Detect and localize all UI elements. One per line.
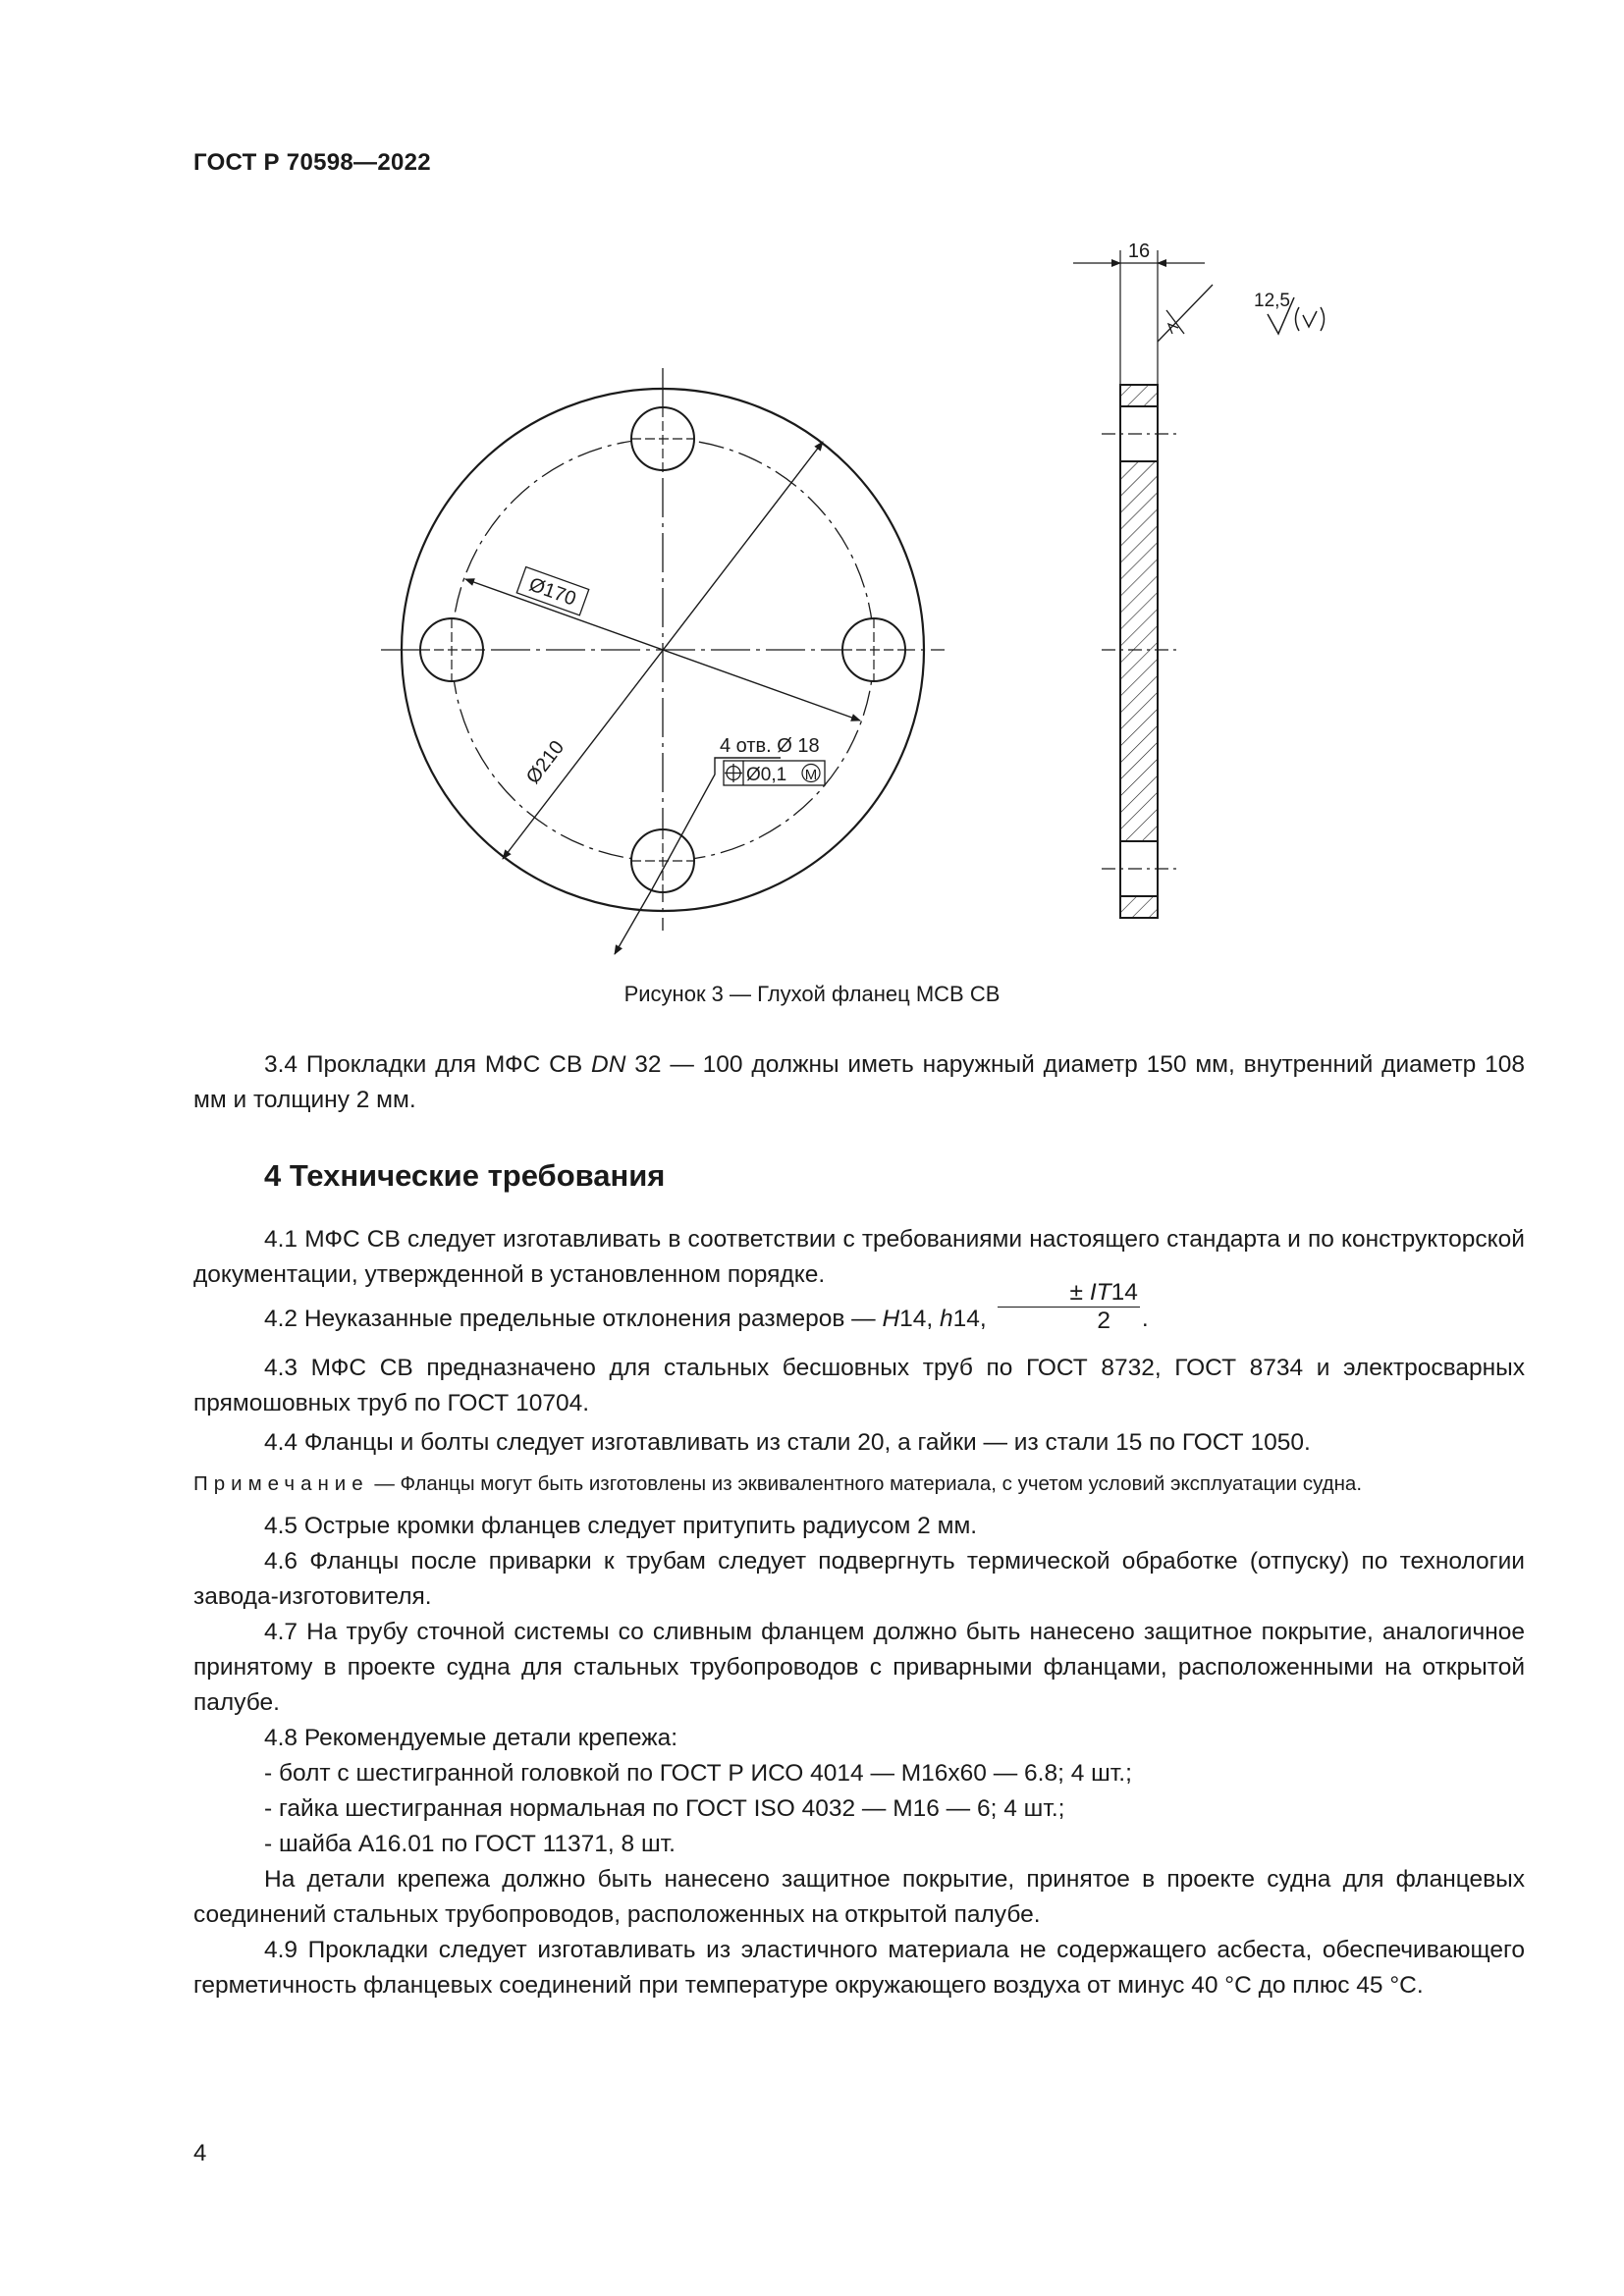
dim-thickness-label: 16 bbox=[1127, 240, 1151, 262]
tolerance-fraction bbox=[998, 1279, 1140, 1335]
flange-section-view bbox=[1073, 250, 1213, 918]
flange-front-view bbox=[381, 368, 945, 954]
tolerance-modifier: M bbox=[804, 767, 818, 783]
paragraph-4-8-coating: На детали крепежа должно быть нанесено защитное покрытие, принятое в проекте судна для фланцевых соединений стальных трубопроводов, расположенных на открытой палубе. bbox=[193, 1866, 1525, 1928]
frac-14: 14 bbox=[1110, 1279, 1138, 1306]
note-text: — Фланцы могут быть изготовлены из эквивалентного материала, с учетом условий эксплуатации судна. bbox=[368, 1472, 1363, 1495]
p4-2-text: 4.2 Неуказанные предельные отклонения размеров — bbox=[264, 1305, 883, 1332]
position-tolerance-frame bbox=[724, 761, 825, 785]
paragraph-4-8: 4.8 Рекомендуемые детали крепежа: bbox=[264, 1725, 678, 1751]
paragraph-4-2 bbox=[193, 1279, 1525, 1341]
flange-drawing bbox=[0, 0, 1624, 962]
paragraph-4-4: 4.4 Фланцы и болты следует изготавливать из стали 20, а гайки — из стали 15 по ГОСТ 1050. bbox=[264, 1429, 1311, 1456]
paragraph-4-3: 4.3 МФС СВ предназначено для стальных бесшовных труб по ГОСТ 8732, ГОСТ 8734 и электросварных прямошовных труб по ГОСТ 10704. bbox=[193, 1355, 1525, 1416]
paragraph-4-5: 4.5 Острые кромки фланцев следует притупить радиусом 2 мм. bbox=[264, 1513, 978, 1539]
dim-bolt-circle-label: Ø170 bbox=[525, 573, 579, 611]
p4-2-end: . bbox=[1141, 1305, 1149, 1332]
holes-callout: 4 отв. Ø 18 bbox=[720, 735, 820, 757]
list-item: - шайба A16.01 по ГОСТ 11371, 8 шт. bbox=[264, 1831, 676, 1857]
figure-caption: Рисунок 3 — Глухой фланец МСВ СВ bbox=[623, 982, 1001, 1006]
section-4-heading: 4 Технические требования bbox=[264, 1158, 666, 1193]
page-number: 4 bbox=[193, 2140, 207, 2166]
p3-4-dn: DN bbox=[591, 1051, 626, 1078]
paragraph-4-1: 4.1 МФС СВ следует изготавливать в соответствии с требованиями настоящего стандарта и по конструкторской документации, утвержденной в установленном порядке. bbox=[193, 1226, 1525, 1288]
p4-2-h: h bbox=[940, 1305, 953, 1332]
roughness-value: 12,5 bbox=[1254, 291, 1290, 311]
note-label: Примечание bbox=[193, 1472, 369, 1495]
note bbox=[193, 1468, 1525, 1499]
paragraph-4-9: 4.9 Прокладки следует изготавливать из эластичного материала не содержащего асбеста, обеспечивающего герметичность фланцевых соединений при температуре окружающего воздуха от минус 40 °С до плюс 45 °С. bbox=[193, 1937, 1525, 1999]
dim-outer-diameter-label: Ø210 bbox=[521, 736, 569, 788]
paragraph-3-4 bbox=[193, 1047, 1525, 1118]
p4-2-H-num: 14, bbox=[899, 1305, 941, 1332]
frac-denominator: 2 bbox=[1097, 1308, 1111, 1334]
frac-it: IT bbox=[1089, 1279, 1111, 1306]
p4-2-H: H bbox=[882, 1305, 900, 1332]
paragraph-4-7: 4.7 На трубу сточной системы со сливным фланцем должно быть нанесено защитное покрытие, аналогичное принятому в проекте судна для стальных трубопроводов с приварными фланцами, расположенными на открытой палубе. bbox=[193, 1619, 1525, 1716]
list-item: - болт с шестигранной головкой по ГОСТ Р ИСО 4014 — M16х60 — 6.8; 4 шт.; bbox=[264, 1760, 1132, 1787]
p3-4-text-a: 3.4 Прокладки для МФС СВ bbox=[264, 1051, 592, 1078]
frac-pm: ± bbox=[1069, 1279, 1090, 1306]
paragraph-4-6: 4.6 Фланцы после приварки к трубам следует подвергнуть термической обработке (отпуску) по технологии завода-изготовителя. bbox=[193, 1548, 1525, 1610]
section-4-body bbox=[193, 1222, 1525, 2003]
p4-2-h-num: 14, bbox=[952, 1305, 994, 1332]
list-item: - гайка шестигранная нормальная по ГОСТ ISO 4032 — M16 — 6; 4 шт.; bbox=[264, 1795, 1065, 1822]
document-header: ГОСТ Р 70598—2022 bbox=[193, 149, 431, 176]
tolerance-value: Ø0,1 bbox=[746, 765, 787, 785]
p3-4-text-b: 32 — 100 должны иметь наружный диаметр 150 мм, внутренний диаметр 108 мм и толщину 2 мм. bbox=[193, 1051, 1525, 1113]
